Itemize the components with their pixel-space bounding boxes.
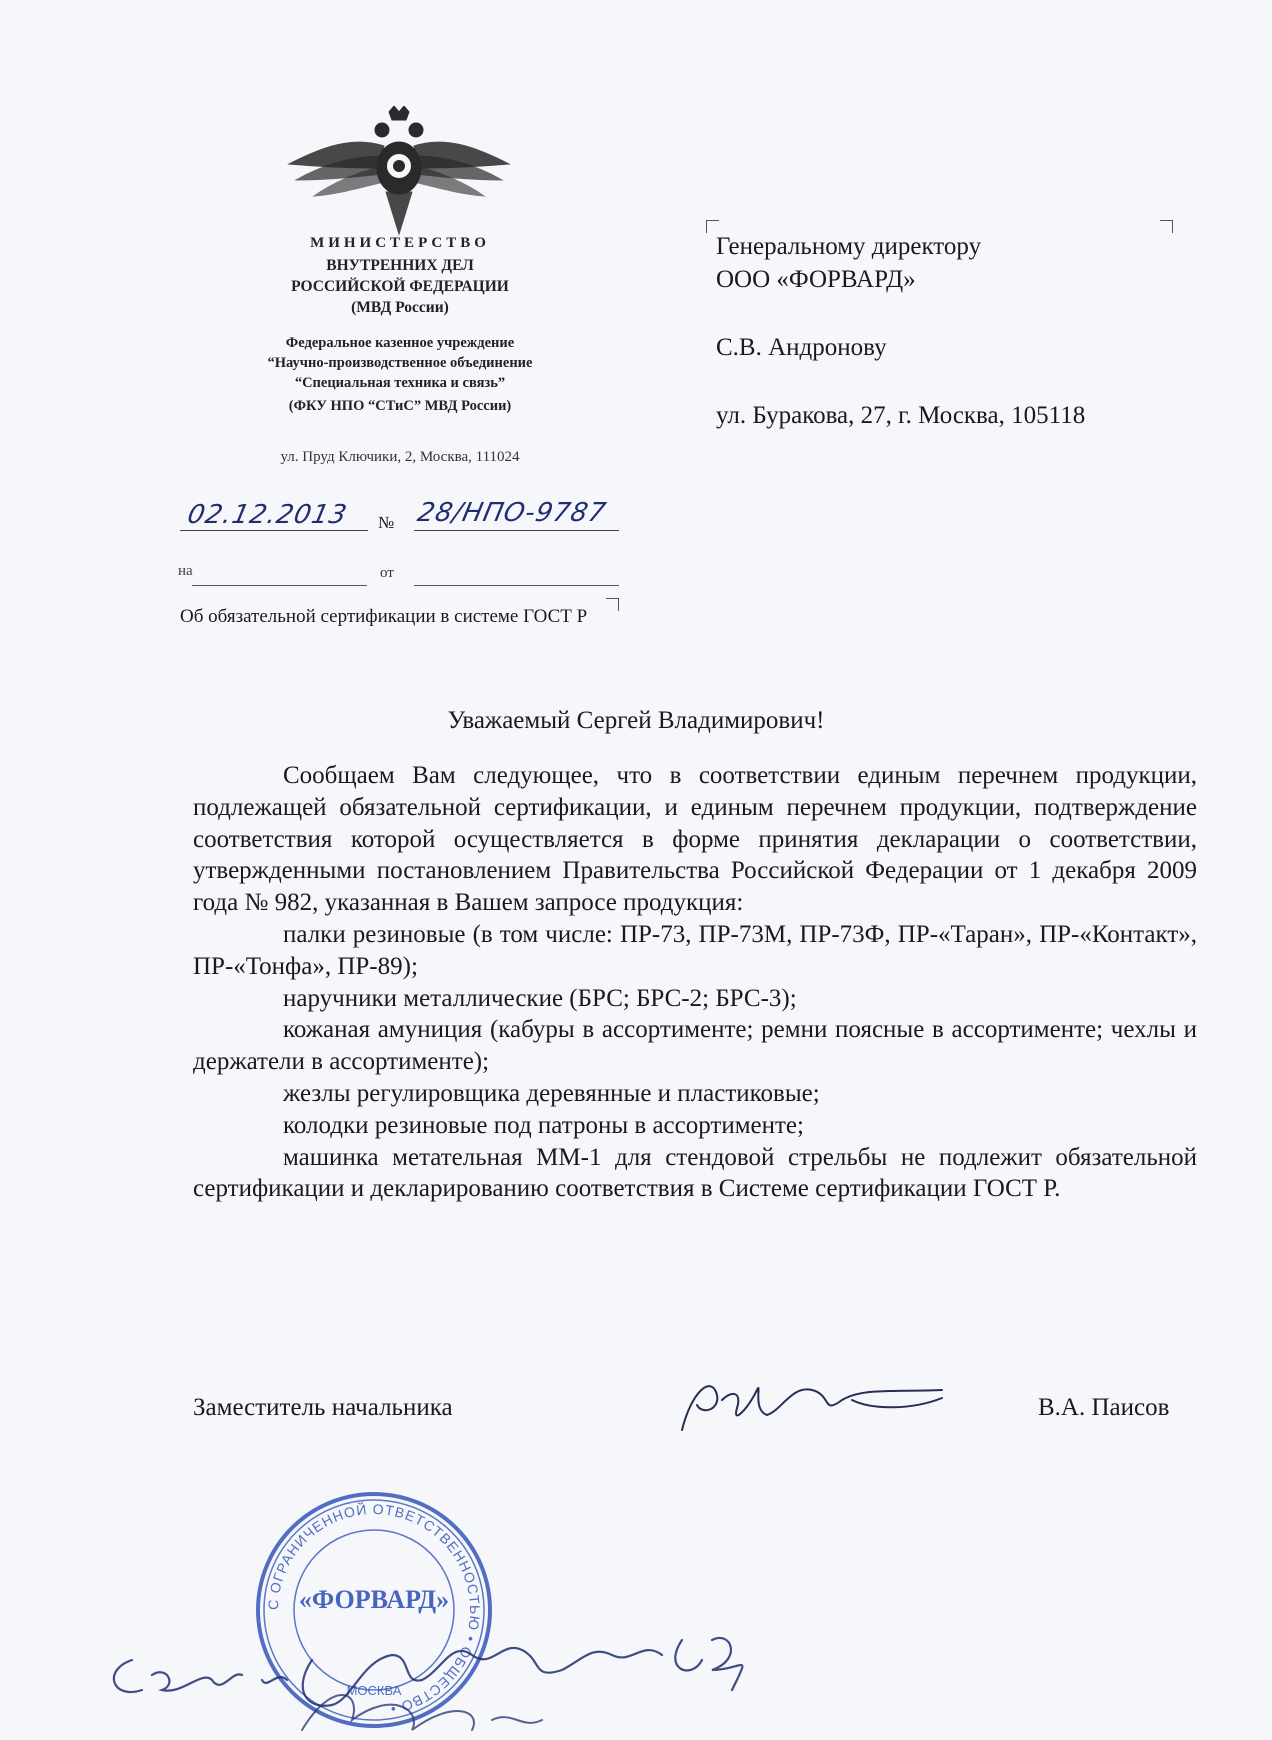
- addressee-name: С.В. Андронову: [716, 334, 887, 361]
- body-item-clay-thrower: машинка метательная ММ-1 для стендовой стрельбы не подлежит обязательной сертификации и декларированию соответствия в Системе сертификации ГОСТ Р.: [193, 1143, 1197, 1203]
- registration-date-field: [180, 500, 368, 531]
- body-item-traffic-batons: жезлы регулировщика деревянные и пластиковые;: [283, 1079, 820, 1107]
- ministry-abbr: (МВД России): [351, 299, 449, 316]
- reply-to-label: на: [178, 563, 193, 579]
- body-item-rubber-batons: палки резиновые (в том числе: ПР-73, ПР-73М, ПР-73Ф, ПР-«Таран», ПР-«Контакт», ПР-«Тонфа», ПР-89);: [193, 920, 1197, 980]
- addressee-company: ООО «ФОРВАРД»: [716, 266, 916, 293]
- addressee-position: Генеральному директору: [716, 233, 982, 260]
- body-item-handcuffs: наручники металлические (БРС; БРС-2; БРС-3);: [283, 984, 797, 1012]
- handwritten-note: [92, 1600, 792, 1740]
- handwritten-signature: [672, 1370, 952, 1440]
- institution-line-2: “Научно-производственное объединение: [267, 355, 533, 371]
- eagle-emblem-icon: [284, 106, 514, 238]
- stamp-city-text: МОСКВА: [346, 1683, 402, 1698]
- body-item-cartridge-blocks: колодки резиновые под патроны в ассортименте;: [283, 1111, 804, 1139]
- signatory-title: Заместитель начальника: [193, 1394, 453, 1421]
- addressee-corner-right: [1160, 220, 1173, 233]
- letter-body: [193, 760, 1197, 1205]
- institution-abbr: (ФКУ НПО “СТиС” МВД России): [288, 398, 512, 414]
- letter-subject: Об обязательной сертификации в системе ГОСТ Р: [180, 606, 588, 627]
- body-paragraph-intro: Сообщаем Вам следующее, что в соответствии единым перечнем продукции, подлежащей обязательной сертификации, и единым перечнем продукции, подтверждение соответствия которой осуществляется в форме принятия декларации о соответствии, утвержденными постановлением Правительства Российской Федерации от 1 декабря 2009 года № 982, указанная в Вашем запросе продукция:: [193, 762, 1197, 917]
- institution-line-3: “Специальная техника и связь”: [294, 375, 506, 391]
- greeting: Уважаемый Сергей Владимирович!: [447, 707, 825, 734]
- ministry-line-3: РОССИЙСКОЙ ФЕДЕРАЦИИ: [291, 278, 509, 295]
- reply-to-line: [192, 585, 367, 586]
- number-label: №: [378, 513, 395, 532]
- reply-from-label: от: [380, 565, 394, 581]
- ministry-line-2: ВНУТРЕННИХ ДЕЛ: [326, 257, 474, 274]
- ministry-title: МИНИСТЕРСТВО: [310, 235, 490, 251]
- registration-date: 02.12.2013: [184, 500, 351, 530]
- addressee-address: ул. Буракова, 27, г. Москва, 105118: [716, 402, 1086, 429]
- stamp-ring-text: С ОГРАНИЧЕННОЙ ОТВЕТСТВЕННОСТЬЮ • ОБЩЕСТВО •: [264, 1500, 484, 1718]
- registration-number: 28/НПО-9787: [414, 498, 610, 528]
- stamp-center-text: «ФОРВАРД»: [298, 1585, 450, 1614]
- institution-line-1: Федеральное казенное учреждение: [285, 335, 515, 351]
- signatory-name: В.А. Паисов: [1038, 1394, 1170, 1421]
- body-item-leather-gear: кожаная амуниция (кабуры в ассортименте; ремни поясные в ассортименте; чехлы и держатели в ассортименте);: [193, 1016, 1197, 1076]
- sender-address: ул. Пруд Ключики, 2, Москва, 111024: [280, 449, 520, 465]
- registration-number-field: [414, 496, 619, 531]
- reply-from-line: [414, 585, 619, 586]
- subject-corner-mark: [606, 598, 619, 611]
